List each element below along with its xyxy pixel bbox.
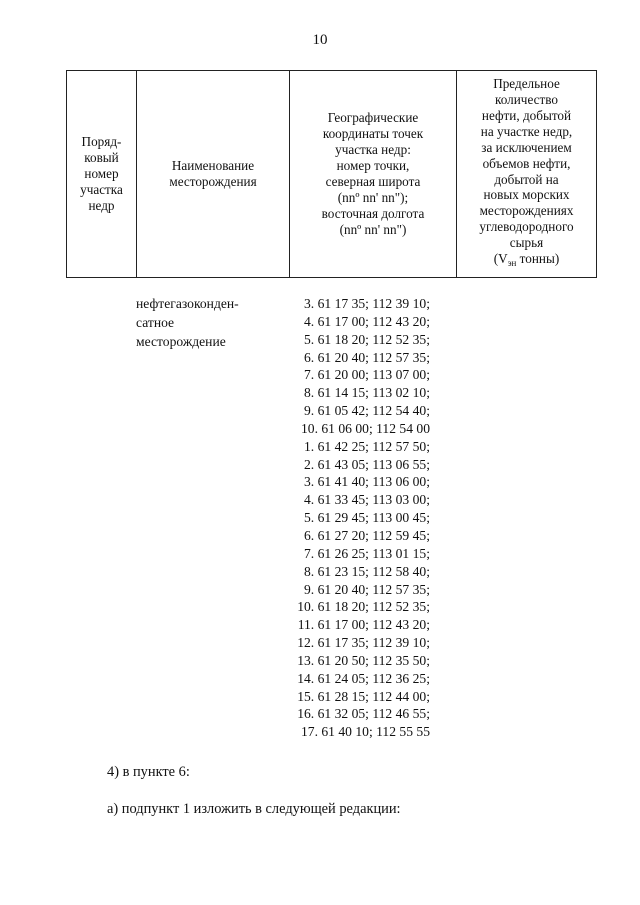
coordinate-line: 3. 61 41 40; 113 06 00;: [304, 474, 430, 490]
coordinate-line: 15. 61 28 15; 112 44 00;: [297, 688, 430, 704]
header-cell-field-name: Наименование месторождения: [137, 71, 290, 278]
paragraph-subitem-a: а) подпункт 1 изложить в следующей редакции:: [107, 801, 401, 817]
field-name-cell: нефтегазоконден- сатное месторождение: [136, 296, 239, 350]
coordinate-line: 5. 61 29 45; 113 00 45;: [304, 510, 430, 526]
coordinate-line: 16. 61 32 05; 112 46 55;: [297, 706, 430, 722]
coordinate-line: 10. 61 18 20; 112 52 35;: [297, 599, 430, 615]
coordinate-line: 1. 61 42 25; 112 57 50;: [304, 438, 430, 454]
coordinate-line: 8. 61 14 15; 113 02 10;: [304, 385, 430, 401]
coordinate-line: 13. 61 20 50; 112 35 50;: [297, 652, 430, 668]
coordinate-line: 8. 61 23 15; 112 58 40;: [304, 563, 430, 579]
coordinate-line: 4. 61 33 45; 113 03 00;: [304, 492, 430, 508]
coordinate-line: 14. 61 24 05; 112 36 25;: [297, 670, 430, 686]
header-cell-coordinates: Географические координаты точек участка недр: номер точки, северная широта (nnº nn' nn"); восточная долгота (nnº nn' nn"): [290, 71, 457, 278]
coordinate-line: 6. 61 20 40; 112 57 35;: [304, 349, 430, 365]
coordinate-line: 12. 61 17 35; 112 39 10;: [297, 635, 430, 651]
table-header: [66, 70, 597, 278]
coordinate-line: 11. 61 17 00; 112 43 20;: [297, 617, 430, 633]
coordinates-list: [270, 295, 430, 741]
header-cell-oil-limit: [457, 71, 597, 278]
header-cell-row-number: Поряд- ковый номер участка недр: [67, 71, 137, 278]
coordinate-line: 7. 61 26 25; 113 01 15;: [304, 545, 430, 561]
paragraph-item-4: 4) в пункте 6:: [107, 764, 190, 780]
coordinate-line: 7. 61 20 00; 113 07 00;: [304, 367, 430, 383]
coordinate-line: 10. 61 06 00; 112 54 00: [300, 420, 430, 436]
coordinate-line: 2. 61 43 05; 113 06 55;: [304, 456, 430, 472]
page-number: 10: [312, 32, 328, 48]
coordinate-line: 9. 61 20 40; 112 57 35;: [304, 581, 430, 597]
coordinate-line: 5. 61 18 20; 112 52 35;: [304, 331, 430, 347]
coordinate-line: 17. 61 40 10; 112 55 55: [300, 724, 430, 740]
oil-limit-text: Предельное количество нефти, добытой на участке недр, за исключением объемов нефти, добытой на новых морских месторождениях углеводородного сырья: [479, 76, 574, 251]
oil-limit-unit: ($V_{эн}$ тонны): [493, 251, 560, 269]
coordinate-line: 9. 61 05 42; 112 54 40;: [304, 403, 430, 419]
coordinate-line: 6. 61 27 20; 112 59 45;: [304, 527, 430, 543]
coordinate-line: 3. 61 17 35; 112 39 10;: [304, 296, 430, 311]
coordinate-line: 4. 61 17 00; 112 43 20;: [304, 313, 430, 329]
